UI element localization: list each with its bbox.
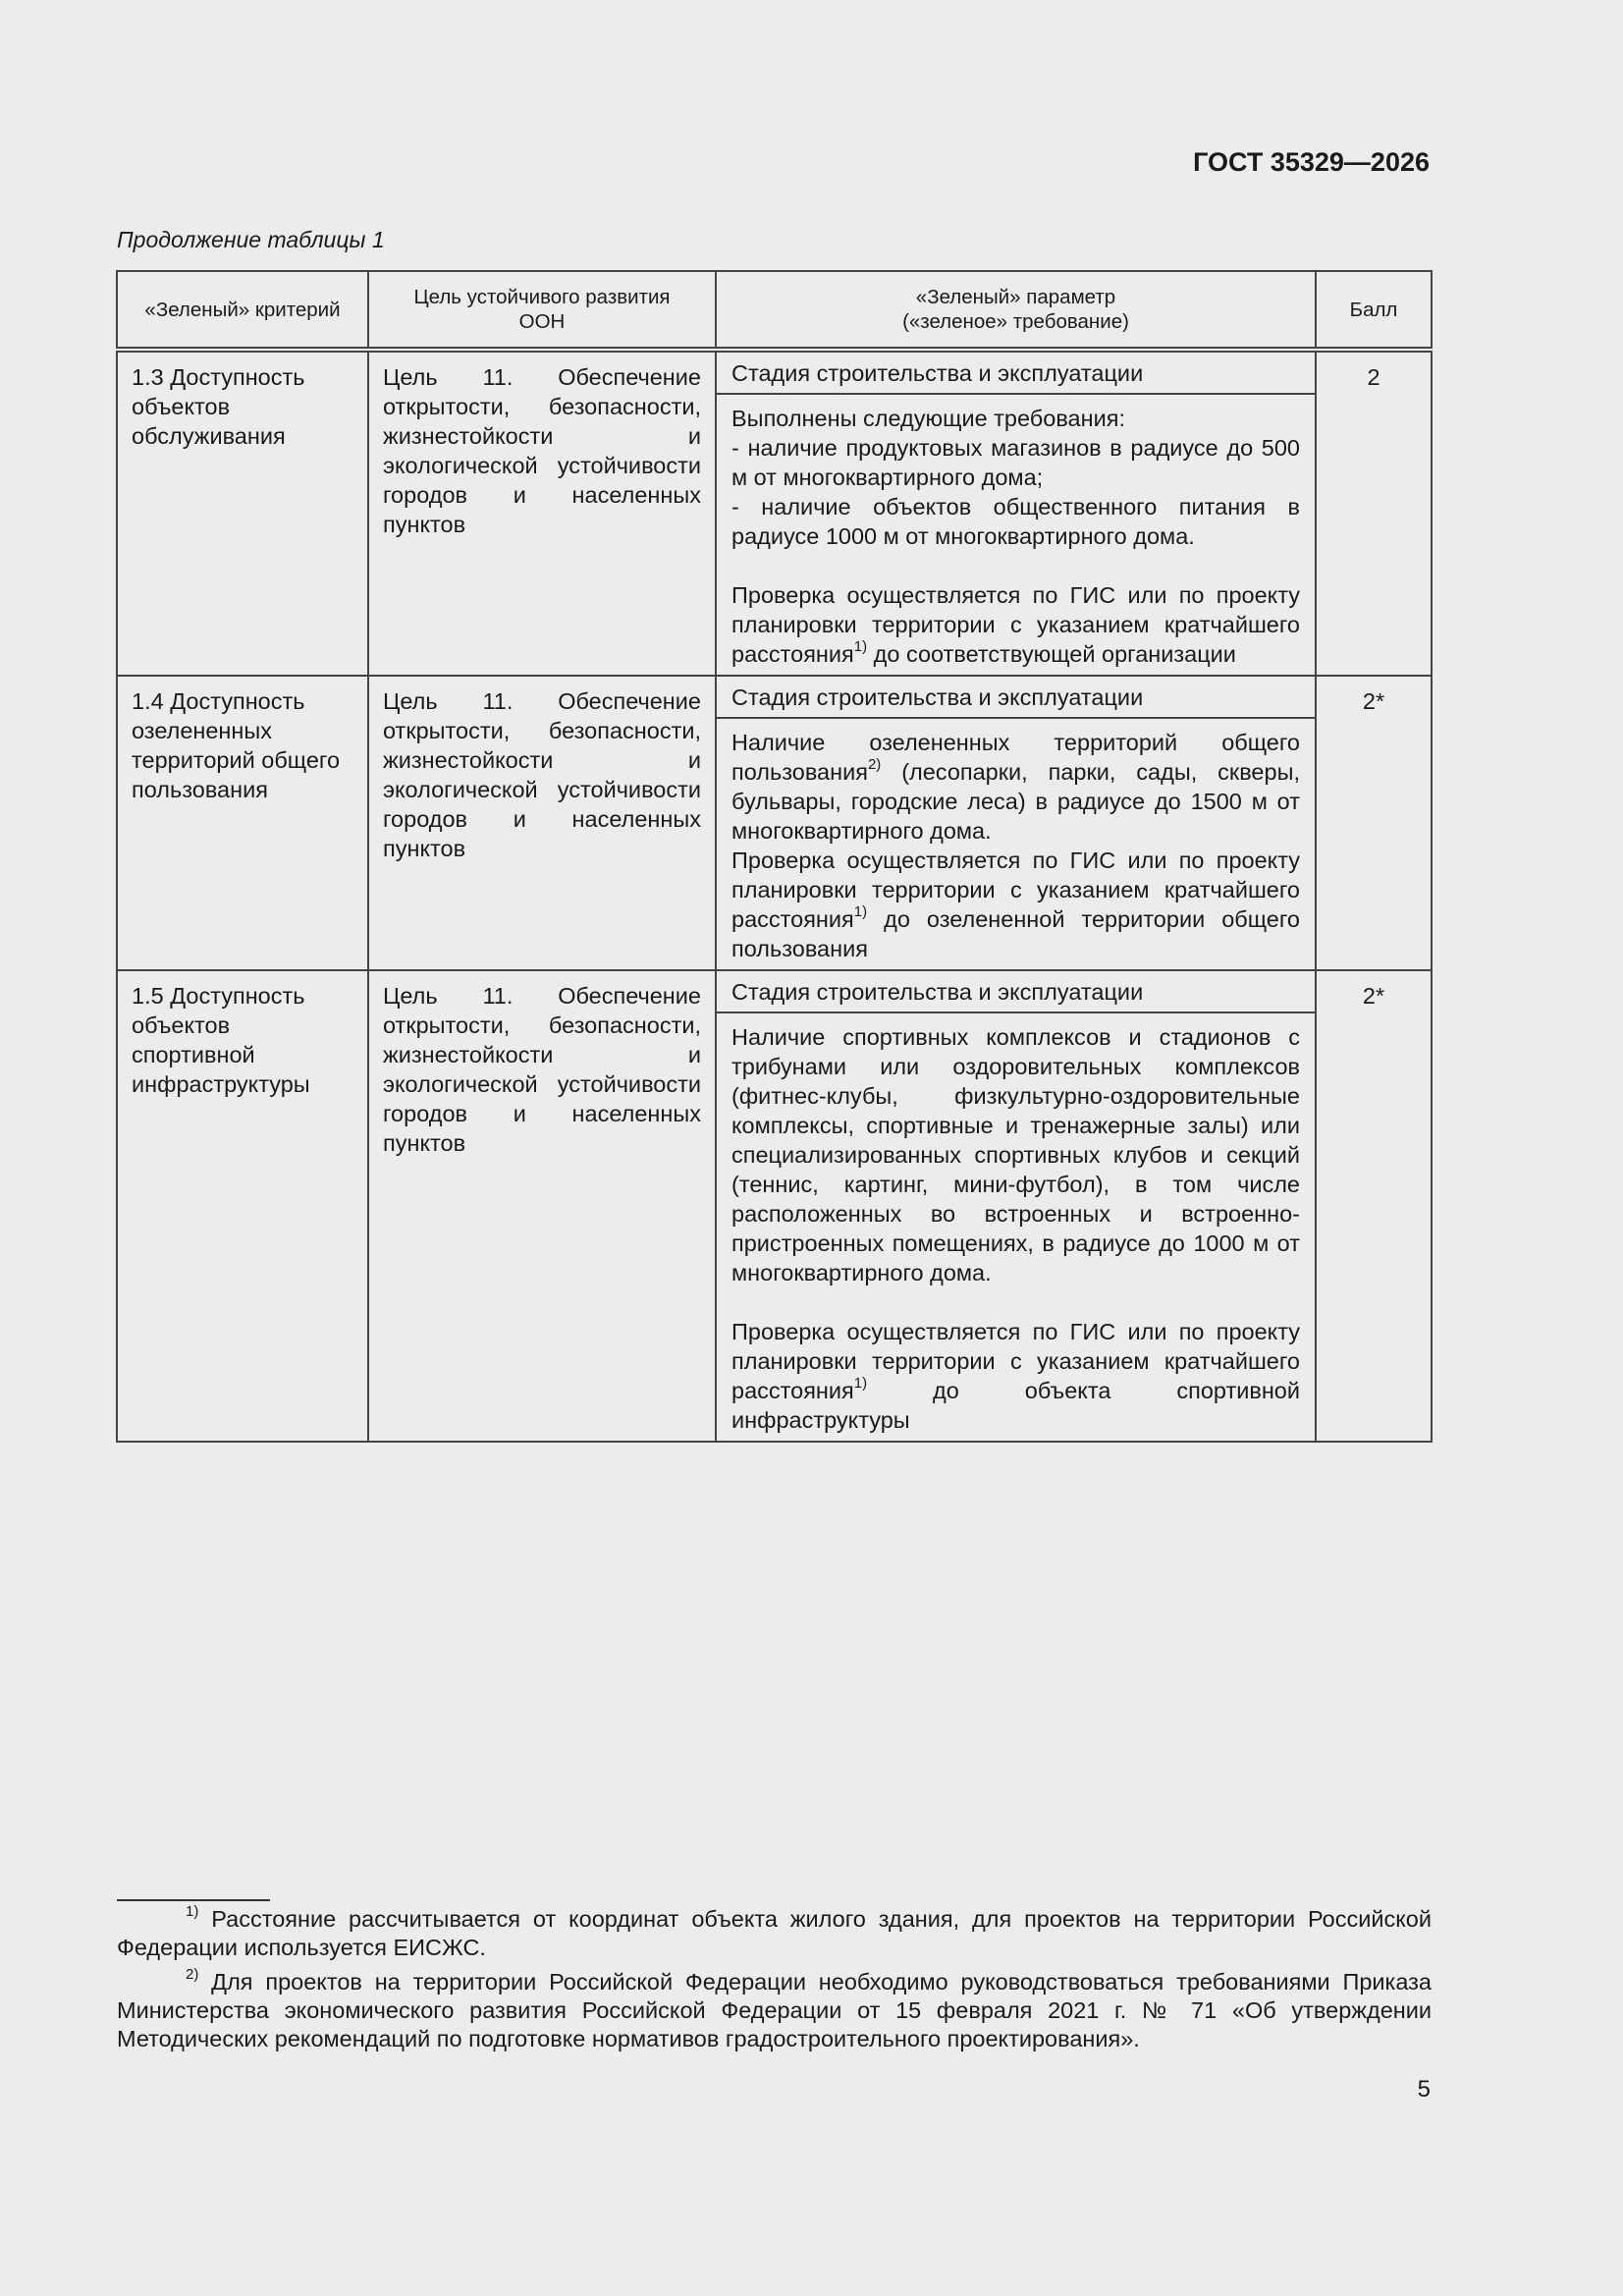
criterion-cell: 1.5 Доступность объектов спортивной инфраструктуры: [117, 970, 368, 1442]
table-row: [117, 970, 1432, 1442]
parameter-cell: [716, 970, 1316, 1442]
goal-cell: Цель 11. Обеспечение открытости, безопасности, жизнестойкости и экологической устойчивости городов и населенных пунктов: [368, 970, 716, 1442]
stage-label: Стадия строительства и эксплуатации: [717, 353, 1315, 395]
standard-code: ГОСТ 35329—2026: [1193, 147, 1430, 177]
requirements-table: [116, 270, 1433, 1443]
stage-label: Стадия строительства и эксплуатации: [717, 971, 1315, 1013]
parameter-cell: [716, 350, 1316, 676]
table-row: [117, 350, 1432, 676]
criterion-cell: 1.4 Доступность озелененных территорий общего пользования: [117, 676, 368, 970]
goal-cell: Цель 11. Обеспечение открытости, безопасности, жизнестойкости и экологической устойчивости городов и населенных пунктов: [368, 676, 716, 970]
parameter-cell: [716, 676, 1316, 970]
requirement-text: Наличие озелененных территорий общего пользования$^{2)}$ (лесопарки, парки, сады, скверы, бульвары, городские леса) в радиусе до 1500 м от многоквартирного дома. Проверка осуществляется по ГИС или по проекту планировки территории с указанием кратчайшего расстояния$^{1)}$ до озелененной территории общего пользования: [731, 730, 1300, 961]
score-cell: 2*: [1316, 676, 1432, 970]
goal-cell: Цель 11. Обеспечение открытости, безопасности, жизнестойкости и экологической устойчивости городов и населенных пунктов: [368, 350, 716, 676]
column-header-score: Балл: [1316, 271, 1432, 350]
requirement-text: Выполнены следующие требования: - наличие продуктовых магазинов в радиусе до 500 м от многоквартирного дома; - наличие объектов общественного питания в радиусе 1000 м от многоквартирного дома. Проверка осуществляется по ГИС или по проекту планировки территории с указанием кратчайшего расстояния$^{1)}$ до соответствующей организации: [731, 406, 1300, 667]
score-cell: 2: [1316, 350, 1432, 676]
stage-label: Стадия строительства и эксплуатации: [717, 677, 1315, 719]
footnotes: [117, 1905, 1432, 2059]
criterion-cell: 1.3 Доступность объектов обслуживания: [117, 350, 368, 676]
column-header-goal: Цель устойчивого развития ООН: [368, 271, 716, 350]
page-number: 5: [1417, 2076, 1431, 2103]
footnote-2: $^{2)}$ Для проектов на территории Российской Федерации необходимо руководствоваться требованиями Приказа Министерства экономического развития Российской Федерации от 15 февраля 2021 г. № 71 «Об утверждении Методических рекомендаций по подготовке нормативов градостроительного проектирования».: [117, 1966, 1432, 2051]
footnote-separator: [117, 1899, 270, 1901]
column-header-criterion: «Зеленый» критерий: [117, 271, 368, 350]
table-row: [117, 676, 1432, 970]
score-cell: 2*: [1316, 970, 1432, 1442]
table-caption: Продолжение таблицы 1: [117, 227, 385, 252]
footnote-1: $^{1)}$ Расстояние рассчитывается от координат объекта жилого здания, для проектов на территории Российской Федерации используется ЕИСЖС.: [117, 1903, 1432, 1960]
column-header-parameter: «Зеленый» параметр («зеленое» требование): [716, 271, 1316, 350]
requirement-text: Наличие спортивных комплексов и стадионов с трибунами или оздоровительных комплексов (фитнес-клубы, физкультурно-оздоровительные комплексы, спортивные и тренажерные залы) или специализированных спортивных клубов и секций (теннис, картинг, мини-футбол), в том числе расположенных во встроенных и встроенно-пристроенных помещениях, в радиусе до 1000 м от многоквартирного дома. Проверка осуществляется по ГИС или по проекту планировки территории с указанием кратчайшего расстояния$^{1)}$ до объекта спортивной инфраструктуры: [731, 1024, 1300, 1433]
table-header-row: [117, 271, 1432, 350]
